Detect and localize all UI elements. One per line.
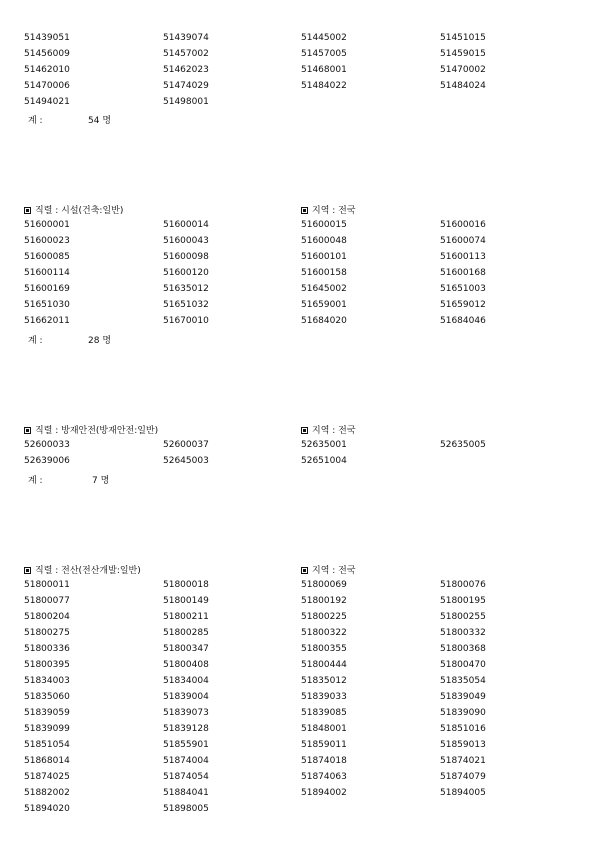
exam-number: 51894020 <box>24 804 70 814</box>
exam-number: 51851016 <box>440 724 486 734</box>
section-category-header: 직렬 : 전산(전산개발:일반) <box>24 563 141 576</box>
exam-number: 52645003 <box>163 456 209 466</box>
exam-number: 51635012 <box>163 284 209 294</box>
exam-number: 51600114 <box>24 268 70 278</box>
exam-number: 52600033 <box>24 440 70 450</box>
total-count: 28 명 <box>88 336 112 346</box>
id-grid <box>0 580 595 820</box>
exam-number: 51851054 <box>24 740 70 750</box>
total-count: 54 명 <box>88 116 112 126</box>
exam-number: 51800355 <box>301 644 347 654</box>
exam-number: 51462010 <box>24 65 70 75</box>
id-row <box>0 596 595 612</box>
exam-number: 51470006 <box>24 81 70 91</box>
section-region-header: 지역 : 전국 <box>301 423 356 436</box>
section-category-header: 직렬 : 시설(건축:일반) <box>24 203 123 216</box>
exam-number: 51659012 <box>440 300 486 310</box>
exam-number: 51484024 <box>440 81 486 91</box>
filled-square-icon <box>24 207 31 214</box>
exam-number: 51462023 <box>163 65 209 75</box>
exam-number: 51839059 <box>24 708 70 718</box>
exam-number: 51800368 <box>440 644 486 654</box>
exam-number: 51651030 <box>24 300 70 310</box>
exam-number: 51484022 <box>301 81 347 91</box>
id-row <box>0 440 595 456</box>
id-row <box>0 49 595 65</box>
id-row <box>0 724 595 740</box>
exam-number: 51651032 <box>163 300 209 310</box>
exam-number: 51662011 <box>24 316 70 326</box>
exam-number: 51874018 <box>301 756 347 766</box>
exam-number: 51600015 <box>301 220 347 230</box>
exam-number: 51800225 <box>301 612 347 622</box>
exam-number: 51874063 <box>301 772 347 782</box>
exam-number: 52600037 <box>163 440 209 450</box>
id-row <box>0 708 595 724</box>
id-row <box>0 740 595 756</box>
id-row <box>0 316 595 332</box>
id-row <box>0 300 595 316</box>
exam-number: 51498001 <box>163 97 209 107</box>
exam-number: 51670010 <box>163 316 209 326</box>
exam-number: 51839049 <box>440 692 486 702</box>
id-row <box>0 612 595 628</box>
filled-square-icon <box>301 567 308 574</box>
exam-number: 51600098 <box>163 252 209 262</box>
exam-number: 51439051 <box>24 33 70 43</box>
exam-number: 51800204 <box>24 612 70 622</box>
id-row <box>0 81 595 97</box>
total-label: 계 : <box>28 336 43 346</box>
exam-number: 51684020 <box>301 316 347 326</box>
exam-number: 51600113 <box>440 252 486 262</box>
section-region-header: 지역 : 전국 <box>301 203 356 216</box>
exam-number: 51474029 <box>163 81 209 91</box>
exam-number: 51835054 <box>440 676 486 686</box>
id-row <box>0 220 595 236</box>
id-row <box>0 268 595 284</box>
filled-square-icon <box>301 207 308 214</box>
exam-number: 51839128 <box>163 724 209 734</box>
filled-square-icon <box>301 427 308 434</box>
exam-number: 51894005 <box>440 788 486 798</box>
exam-number: 51600168 <box>440 268 486 278</box>
exam-number: 51800285 <box>163 628 209 638</box>
exam-number: 51800275 <box>24 628 70 638</box>
exam-number: 51894002 <box>301 788 347 798</box>
id-row <box>0 97 595 113</box>
exam-number: 51800018 <box>163 580 209 590</box>
id-row <box>0 284 595 300</box>
exam-number: 51800347 <box>163 644 209 654</box>
id-row <box>0 628 595 644</box>
exam-number: 52635005 <box>440 440 486 450</box>
section-region-header: 지역 : 전국 <box>301 563 356 576</box>
id-row <box>0 772 595 788</box>
exam-number: 51874021 <box>440 756 486 766</box>
exam-number: 51800322 <box>301 628 347 638</box>
exam-number: 51859011 <box>301 740 347 750</box>
exam-number: 51451015 <box>440 33 486 43</box>
total-count: 7 명 <box>92 476 110 486</box>
exam-number: 51859013 <box>440 740 486 750</box>
exam-number: 51470002 <box>440 65 486 75</box>
id-row <box>0 236 595 252</box>
exam-number: 51600085 <box>24 252 70 262</box>
exam-number: 51645002 <box>301 284 347 294</box>
exam-number: 51884041 <box>163 788 209 798</box>
exam-number: 51439074 <box>163 33 209 43</box>
exam-number: 51835012 <box>301 676 347 686</box>
total-label: 계 : <box>28 476 43 486</box>
id-row <box>0 456 595 472</box>
filled-square-icon <box>24 427 31 434</box>
exam-number: 51457005 <box>301 49 347 59</box>
exam-number: 51839085 <box>301 708 347 718</box>
exam-number: 51800069 <box>301 580 347 590</box>
exam-number: 51659001 <box>301 300 347 310</box>
exam-number: 51600001 <box>24 220 70 230</box>
exam-number: 51684046 <box>440 316 486 326</box>
id-grid <box>0 440 595 472</box>
exam-number: 51834004 <box>163 676 209 686</box>
exam-number: 51600101 <box>301 252 347 262</box>
exam-number: 51800255 <box>440 612 486 622</box>
exam-number: 51800076 <box>440 580 486 590</box>
exam-number: 51874054 <box>163 772 209 782</box>
total-label: 계 : <box>28 116 43 126</box>
exam-number: 51839004 <box>163 692 209 702</box>
filled-square-icon <box>24 567 31 574</box>
exam-number: 51835060 <box>24 692 70 702</box>
id-row <box>0 804 595 820</box>
id-row <box>0 65 595 81</box>
exam-number: 51800195 <box>440 596 486 606</box>
exam-number: 51839073 <box>163 708 209 718</box>
exam-number: 52635001 <box>301 440 347 450</box>
exam-number: 52651004 <box>301 456 347 466</box>
exam-number: 51457002 <box>163 49 209 59</box>
exam-number: 51800192 <box>301 596 347 606</box>
id-grid <box>0 33 595 113</box>
exam-number: 51800332 <box>440 628 486 638</box>
section-category-header: 직렬 : 방재안전(방재안전:일반) <box>24 423 158 436</box>
exam-number: 51800011 <box>24 580 70 590</box>
exam-number: 51456009 <box>24 49 70 59</box>
exam-number: 51800444 <box>301 660 347 670</box>
exam-number: 51600120 <box>163 268 209 278</box>
exam-number: 51855901 <box>163 740 209 750</box>
exam-number: 52639006 <box>24 456 70 466</box>
exam-number: 51800395 <box>24 660 70 670</box>
exam-number: 51459015 <box>440 49 486 59</box>
id-row <box>0 676 595 692</box>
exam-number: 51800077 <box>24 596 70 606</box>
exam-number: 51882002 <box>24 788 70 798</box>
exam-number: 51600016 <box>440 220 486 230</box>
exam-number: 51600158 <box>301 268 347 278</box>
exam-number: 51600043 <box>163 236 209 246</box>
exam-number: 51445002 <box>301 33 347 43</box>
exam-number: 51800408 <box>163 660 209 670</box>
exam-number: 51600169 <box>24 284 70 294</box>
exam-number: 51834003 <box>24 676 70 686</box>
id-row <box>0 660 595 676</box>
exam-number: 51874004 <box>163 756 209 766</box>
exam-number: 51800211 <box>163 612 209 622</box>
exam-number: 51839099 <box>24 724 70 734</box>
id-row <box>0 33 595 49</box>
exam-number: 51848001 <box>301 724 347 734</box>
id-row <box>0 252 595 268</box>
id-row <box>0 692 595 708</box>
exam-number: 51600023 <box>24 236 70 246</box>
id-row <box>0 756 595 772</box>
exam-number: 51600074 <box>440 236 486 246</box>
exam-number: 51800149 <box>163 596 209 606</box>
exam-number: 51839090 <box>440 708 486 718</box>
exam-number: 51800470 <box>440 660 486 670</box>
exam-number: 51600014 <box>163 220 209 230</box>
id-row <box>0 580 595 596</box>
exam-number: 51800336 <box>24 644 70 654</box>
id-grid <box>0 220 595 332</box>
exam-number: 51468001 <box>301 65 347 75</box>
exam-number: 51494021 <box>24 97 70 107</box>
exam-number: 51600048 <box>301 236 347 246</box>
id-row <box>0 644 595 660</box>
exam-number: 51868014 <box>24 756 70 766</box>
exam-number: 51651003 <box>440 284 486 294</box>
id-row <box>0 788 595 804</box>
exam-number: 51874079 <box>440 772 486 782</box>
exam-number: 51898005 <box>163 804 209 814</box>
exam-number: 51839033 <box>301 692 347 702</box>
exam-number: 51874025 <box>24 772 70 782</box>
